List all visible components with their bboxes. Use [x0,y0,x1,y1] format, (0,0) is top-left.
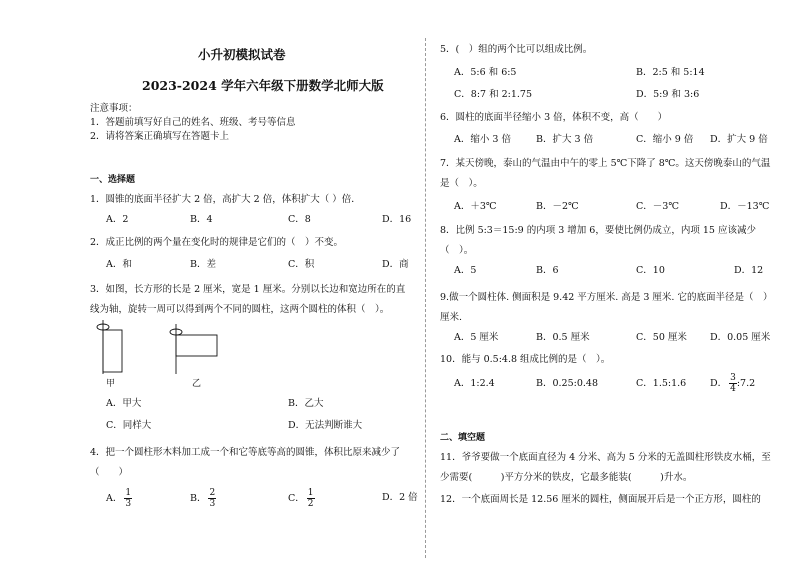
q6-option-b[interactable]: B．扩大 3 倍 [536,134,594,145]
q3-option-c[interactable]: C．同样大 [106,420,152,431]
notes-heading: 注意事项： [90,103,138,114]
q5-option-b[interactable]: B．2:5 和 5:14 [636,67,705,78]
q7-option-b[interactable]: B．－2℃ [536,201,579,212]
q10-option-a[interactable]: A．1:2.4 [454,378,495,389]
fraction [307,488,315,509]
q3-option-d[interactable]: D．无法判断谁大 [288,420,363,431]
section-fill-title: 二、填空题 [440,433,486,443]
fraction [208,488,216,509]
exam-title: 小升初模拟试卷 [198,47,286,62]
q8-option-b[interactable]: B．6 [536,265,559,276]
ratio-tail: :7.2 [736,378,756,389]
q1-option-a[interactable]: A．2 [106,214,129,225]
q5-option-d[interactable]: D．5:9 和 3:6 [636,89,700,100]
q7-option-d[interactable]: D．－13℃ [720,201,770,212]
fraction [124,488,132,509]
q5-option-a[interactable]: A．5:6 和 6:5 [454,67,517,78]
q8-option-c[interactable]: C．10 [636,265,665,276]
figure-label-jia: 甲 [106,379,116,389]
exam-subtitle: 2023-2024 学年六年级下册数学北师大版 [142,78,384,93]
q6-option-c[interactable]: C．缩小 9 倍 [636,134,694,145]
q2-option-b[interactable]: B．差 [190,259,216,270]
q8-option-d[interactable]: D．12 [734,265,764,276]
section-choice-title: 一、选择题 [90,175,136,185]
numerator: 1 [307,488,314,498]
question-8: 8．比例 5:3＝15:9 的内项 3 增加 6，要使比例仍成立，内项 15 应该减少（ ）。 [440,225,756,256]
note-item: 2．请将答案正确填写在答题卡上 [90,131,230,142]
q10-option-b[interactable]: B．0.25:0.48 [536,378,598,389]
q8-option-a[interactable]: A．5 [454,265,477,276]
question-1: 1．圆锥的底面半径扩大 2 倍，高扩大 2 倍，体积扩大（ ）倍． [90,194,361,205]
q9-option-c[interactable]: C．50 厘米 [636,332,687,343]
denominator: 4 [730,384,736,394]
numerator: 2 [209,488,216,498]
numerator: 3 [730,373,736,383]
q1-option-b[interactable]: B．4 [190,214,213,225]
q4-option-c[interactable] [288,488,315,509]
note-item: 1．答题前填写好自己的姓名、班级、考号等信息 [90,117,296,128]
question-9: 9.做一个圆柱体. 侧面积是 9.42 平方厘米. 高是 3 厘米. 它的底面半径是（ ）厘米. [440,292,773,323]
question-6: 6．圆柱的底面半径缩小 3 倍，体积不变，高（ ） [440,112,668,123]
option-label: C． [288,493,305,504]
option-label: A． [106,493,123,504]
denominator: 2 [307,499,314,509]
question-11: 11．爷爷要做一个底面直径为 4 分米、高为 5 分米的无盖圆柱形铁皮水桶，至少需要( )平方分米的铁皮，它最多能装( )升水。 [440,452,771,483]
question-7: 7．某天傍晚，泰山的气温由中午的零上 5℃下降了 8℃。这天傍晚泰山的气温是（ ）。 [440,158,771,189]
q7-option-c[interactable]: C．－3℃ [636,201,679,212]
question-2: 2．成正比例的两个量在变化时的规律是它们的（ ）不变。 [90,237,344,248]
numerator: 1 [125,488,132,498]
q9-option-a[interactable]: A．5 厘米 [454,332,499,343]
question-4: 4．把一个圆柱形木料加工成一个和它等底等高的圆锥，体积比原来减少了（ ） [90,447,401,478]
q6-option-a[interactable]: A．缩小 3 倍 [454,134,511,145]
question-12: 12．一个底面周长是 12.56 厘米的圆柱，侧面展开后是一个正方形，圆柱的 [440,494,761,505]
question-10: 10．能与 0.5:4.8 组成比例的是（ ）。 [440,354,611,365]
fraction [729,373,737,394]
denominator: 3 [125,499,132,509]
q3-option-a[interactable]: A．甲大 [106,398,142,409]
q2-option-d[interactable]: D．商 [382,259,409,270]
q1-option-c[interactable]: C．8 [288,214,311,225]
option-label: D． [710,378,728,389]
q10-option-c[interactable]: C．1.5:1.6 [636,378,687,389]
q10-option-d[interactable] [710,373,755,394]
q3-option-b[interactable]: B．乙大 [288,398,324,409]
figure-label-yi: 乙 [192,379,202,389]
q4-option-a[interactable] [106,488,132,509]
denominator: 3 [209,499,216,509]
q1-option-d[interactable]: D．16 [382,214,412,225]
q4-option-d[interactable]: D．2 倍 [382,492,418,503]
question-5: 5．( ）组的两个比可以组成比例。 [440,44,593,55]
q2-option-c[interactable]: C．积 [288,259,315,270]
q9-option-b[interactable]: B．0.5 厘米 [536,332,590,343]
question-3: 3．如图，长方形的长是 2 厘米，宽是 1 厘米。分别以长边和宽边所在的直线为轴，旋转一周可以得到两个不同的圆柱，这两个圆柱的体积（ ）。 [90,284,406,315]
q4-option-b[interactable] [190,488,216,509]
q2-option-a[interactable]: A．和 [106,259,132,270]
q5-option-c[interactable]: C．8:7 和 2:1.75 [454,89,532,100]
q9-option-d[interactable]: D．0.05 厘米 [710,332,771,343]
column-divider [425,38,426,558]
q7-option-a[interactable]: A．＋3℃ [454,201,497,212]
q6-option-d[interactable]: D．扩大 9 倍 [710,134,768,145]
option-label: B． [190,493,207,504]
